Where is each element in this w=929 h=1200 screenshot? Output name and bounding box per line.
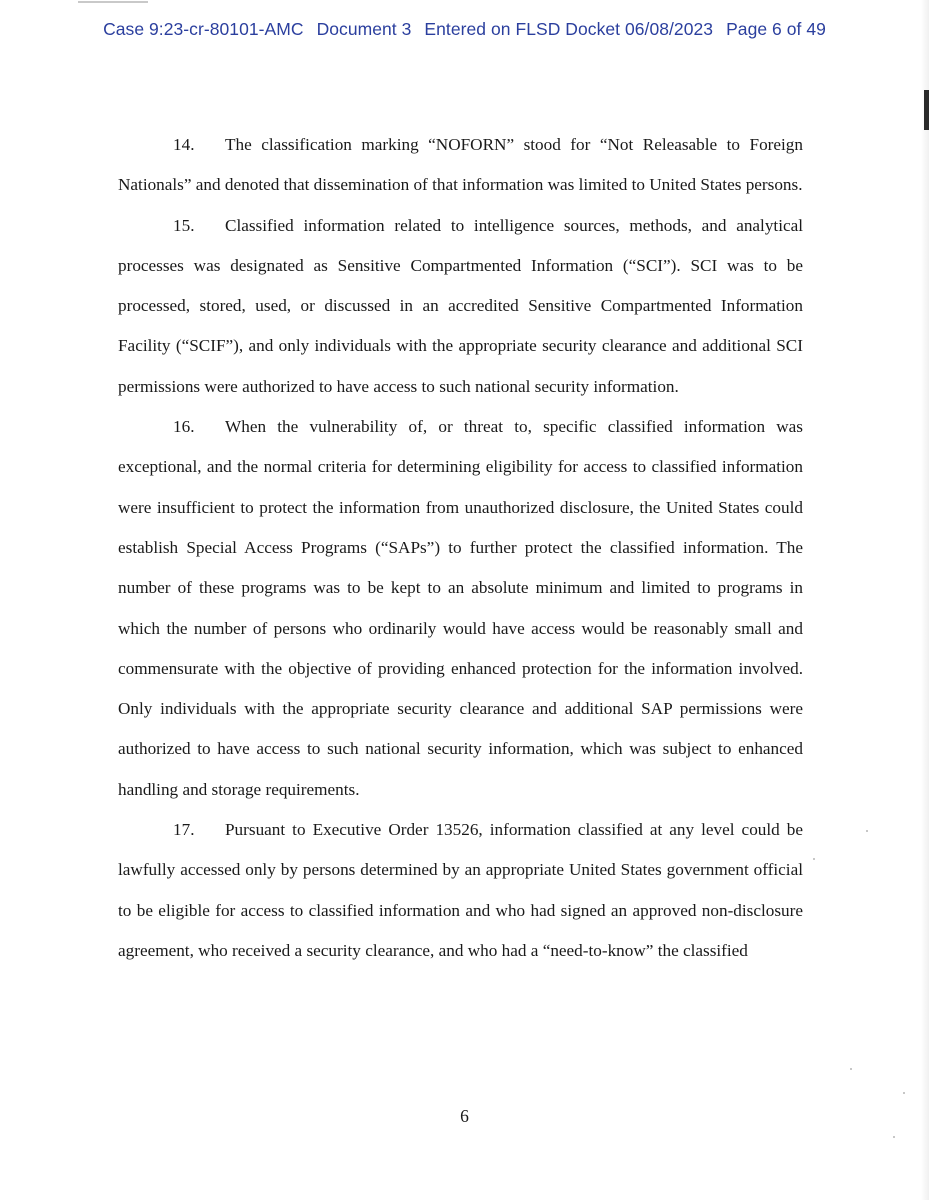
scan-speck [813, 858, 815, 860]
paragraph-number: 16. [173, 417, 195, 437]
scan-artifact-top [78, 1, 148, 3]
scan-shadow-right [921, 0, 929, 1200]
paragraph-17 [118, 810, 803, 971]
paragraph-14 [118, 125, 803, 206]
paragraph-number: 14. [173, 135, 195, 154]
paragraph-text: Classified information related to intelligence sources, methods, and analytical processes was designated as Sensitive Compartmented Information (“SCI”). SCI was to be processed, stored, used, or discussed in an accredited Sensitive Compartmented Information Facility (“SCIF”), and only individuals with the appropriate security clearance and additional SCI permissions were authorized to have access to such national security information. [118, 215, 803, 396]
page-number: 6 [460, 1106, 469, 1126]
scan-speck [866, 830, 868, 832]
paragraph-number: 17. [173, 820, 195, 840]
document-number: Document 3 [316, 19, 412, 39]
paragraph-text: Pursuant to Executive Order 13526, information classified at any level could be lawfully accessed only by persons determined by an appropriate United States government official to be eligible for access to classified information and who had signed an approved non-disclosure agreement, who received a security clearance, and who had a “need-to-know” the classified [118, 820, 803, 960]
paragraph-number: 15. [173, 215, 195, 235]
scan-speck [903, 1092, 905, 1094]
page-count: Page 6 of 49 [726, 19, 826, 39]
case-number: Case 9:23-cr-80101-AMC [103, 19, 304, 39]
scan-artifact-right [924, 90, 929, 130]
paragraph-text: The classification marking “NOFORN” stood for “Not Releasable to Foreign Nationals” and denoted that dissemination of that information was limited to United States persons. [118, 135, 803, 195]
paragraph-16 [118, 407, 803, 810]
paragraph-text: When the vulnerability of, or threat to, specific classified information was exceptional, and the normal criteria for determining eligibility for access to classified information were insufficient to protect the information from unauthorized disclosure, the United States could establish Special Access Programs (“SAPs”) to further protect the classified information. The number of these programs was to be kept to an absolute minimum and limited to programs in which the number of persons who ordinarily would have access would be reasonably small and commensurate with the objective of providing enhanced protection for the information involved. Only individuals with the appropriate security clearance and additional SAP permissions were authorized to have access to such national security information, which was subject to enhanced handling and storage requirements. [118, 417, 803, 799]
paragraph-15 [118, 206, 803, 407]
document-body [118, 125, 803, 971]
scan-speck [893, 1136, 895, 1138]
docket-entry-date: Entered on FLSD Docket 06/08/2023 [424, 19, 714, 39]
scan-speck [850, 1068, 852, 1070]
court-filing-header [0, 19, 929, 40]
